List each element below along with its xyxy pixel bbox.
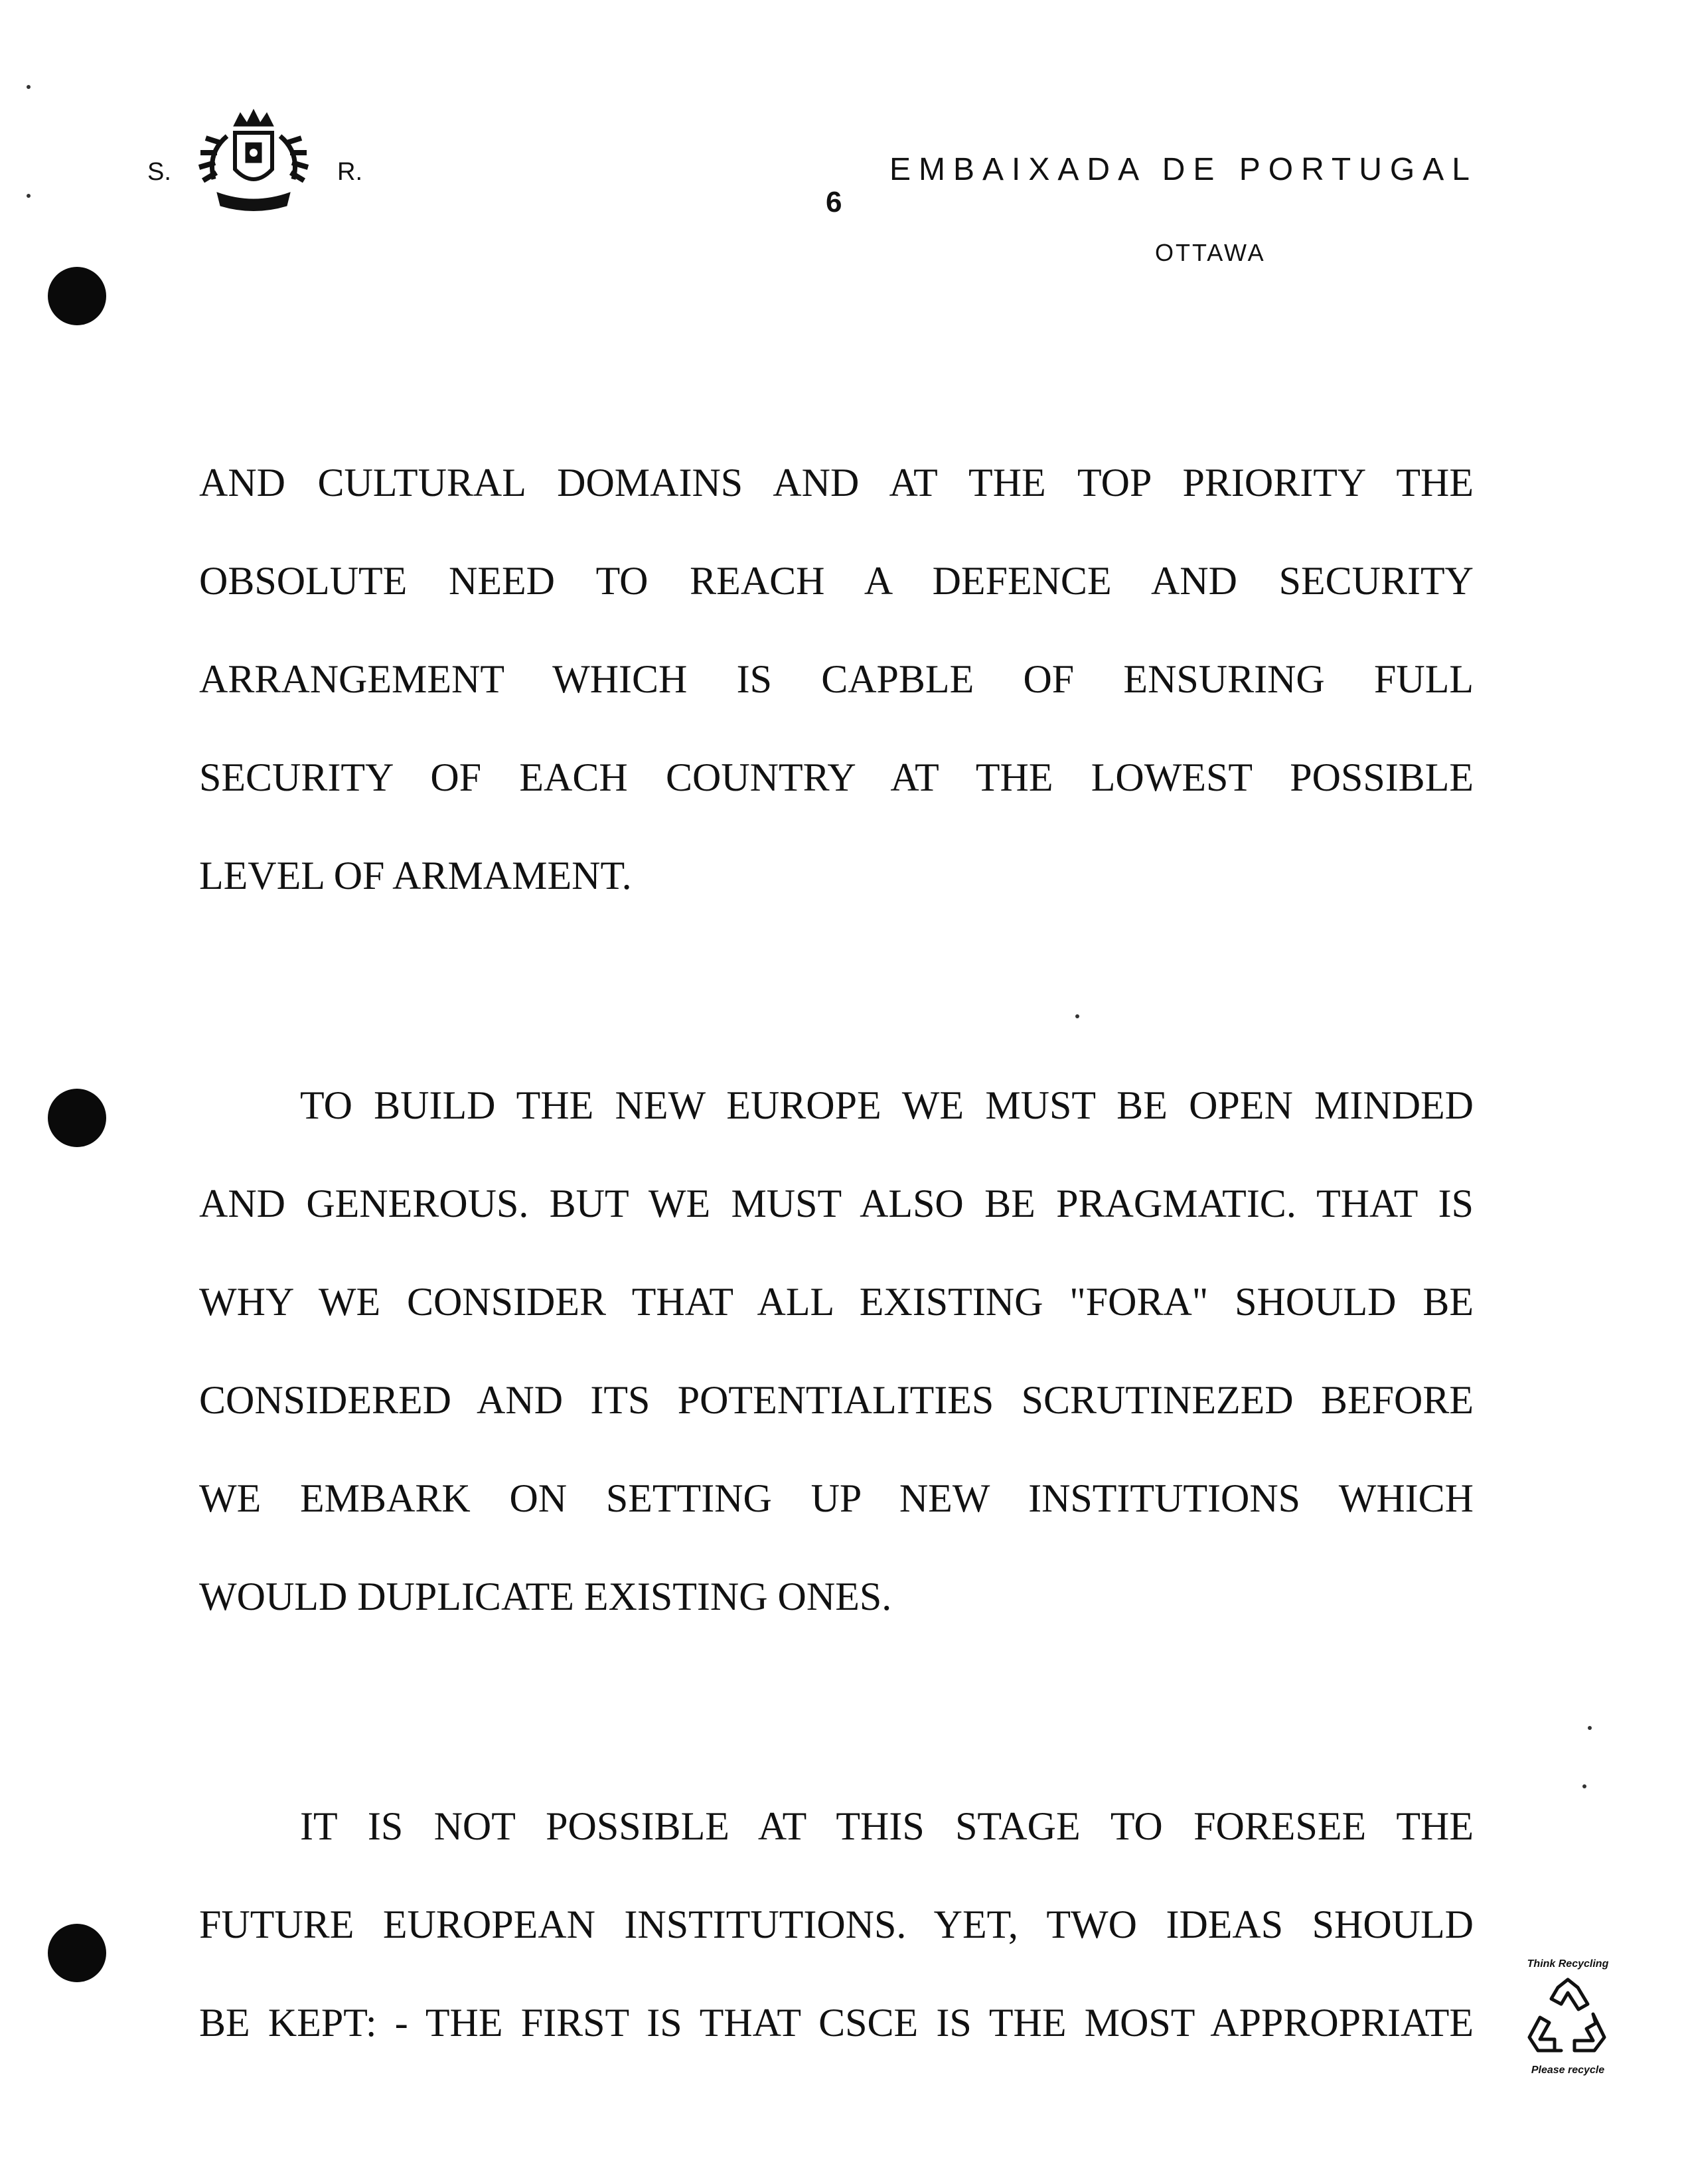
scan-speck (1588, 1726, 1592, 1730)
letterhead-left-initial: S. (147, 158, 171, 186)
paragraph-1-line-3: ARRANGEMENT WHICH IS CAPBLE OF ENSURING FULL (199, 657, 1474, 701)
scan-speck (1582, 1784, 1586, 1788)
coat-of-arms-icon (187, 106, 320, 219)
paragraph-2-line-3: WHY WE CONSIDER THAT ALL EXISTING "FORA" SHOULD BE (199, 1280, 1474, 1324)
binder-hole (48, 1924, 106, 1982)
paragraph-1-line-4: SECURITY OF EACH COUNTRY AT THE LOWEST POSSIBLE (199, 755, 1474, 799)
binder-hole (48, 267, 106, 325)
letterhead-city: OTTAWA (1155, 239, 1266, 266)
page-number: 6 (826, 186, 842, 218)
recycle-mark (1508, 1958, 1628, 2076)
recycle-icon (1521, 1974, 1614, 2061)
recycle-bottom-text: Please recycle (1531, 2065, 1605, 2076)
paragraph-2-line-2: AND GENEROUS. BUT WE MUST ALSO BE PRAGMATIC. THAT IS (199, 1182, 1474, 1225)
paragraph-3-line-3: BE KEPT: - THE FIRST IS THAT CSCE IS THE MOST APPROPRIATE (199, 2001, 1474, 2045)
paragraph-2-line-6: WOULD DUPLICATE EXISTING ONES. (199, 1575, 892, 1618)
paragraph-2-line-5: WE EMBARK ON SETTING UP NEW INSTITUTIONS WHICH (199, 1476, 1474, 1520)
paragraph-1-line-2: OBSOLUTE NEED TO REACH A DEFENCE AND SECURITY (199, 559, 1474, 603)
recycle-top-text: Think Recycling (1527, 1958, 1609, 1970)
paragraph-2-line-1: TO BUILD THE NEW EUROPE WE MUST BE OPEN MINDED (300, 1083, 1474, 1127)
letterhead-right-initial: R. (337, 158, 362, 186)
scan-speck (27, 85, 31, 89)
paragraph-1-line-1: AND CULTURAL DOMAINS AND AT THE TOP PRIORITY THE (199, 461, 1474, 505)
letterhead-title: EMBAIXADA DE PORTUGAL (889, 152, 1478, 187)
paragraph-1-line-5: LEVEL OF ARMAMENT. (199, 854, 632, 897)
paragraph-3-line-1: IT IS NOT POSSIBLE AT THIS STAGE TO FORESEE THE (300, 1804, 1474, 1848)
scan-speck (1075, 1014, 1079, 1018)
binder-hole (48, 1089, 106, 1147)
paragraph-3-line-2: FUTURE EUROPEAN INSTITUTIONS. YET, TWO IDEAS SHOULD (199, 1903, 1474, 1946)
paragraph-2-line-4: CONSIDERED AND ITS POTENTIALITIES SCRUTINEZED BEFORE (199, 1378, 1474, 1422)
scan-speck (27, 194, 31, 198)
